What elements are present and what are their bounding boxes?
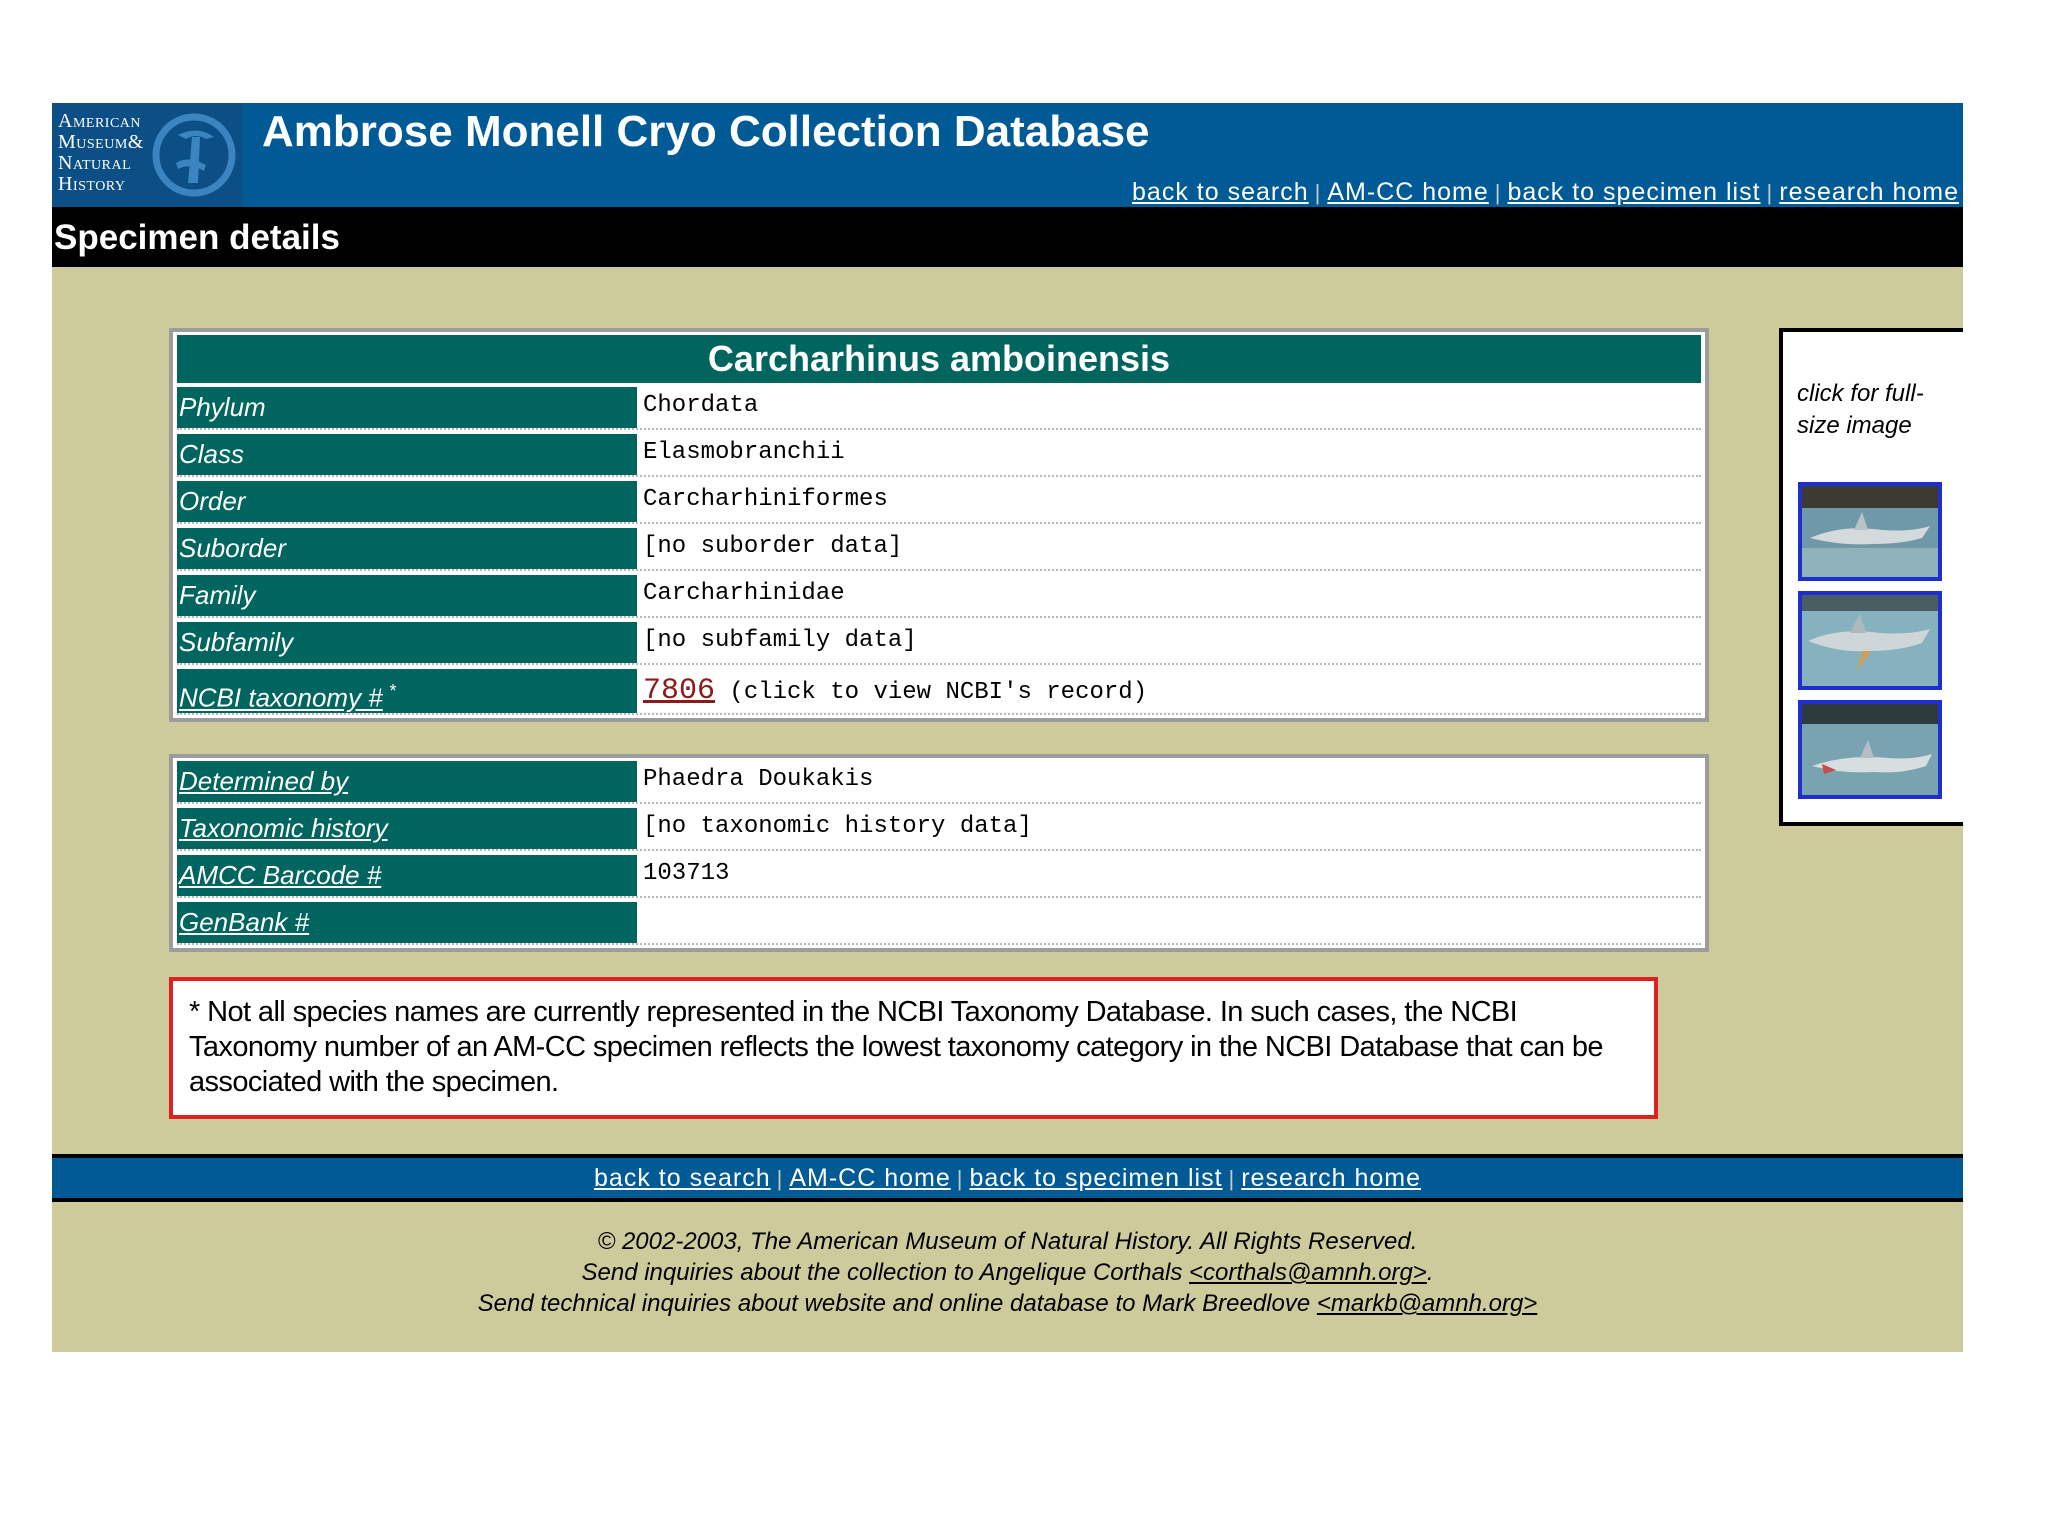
genbank-link[interactable]: GenBank #	[177, 902, 637, 943]
table-row	[177, 575, 1701, 618]
row-value	[637, 902, 1701, 943]
technical-inquiry-line	[52, 1288, 1963, 1319]
breedlove-email-link[interactable]: <markb@amnh.org>	[1316, 1290, 1538, 1317]
inquiry-text: Send inquiries about the collection to Angelique Corthals	[581, 1259, 1189, 1286]
logo-line: History	[58, 173, 126, 195]
row-value: Carcharhinidae	[643, 580, 845, 607]
nav-back-to-search[interactable]: back to search	[1132, 178, 1309, 206]
collection-inquiry-line	[52, 1257, 1963, 1288]
nav-separator: |	[776, 1166, 784, 1191]
content-area	[52, 267, 1963, 1154]
thumbnail-caption	[1797, 378, 1924, 442]
row-value: 103713	[643, 860, 730, 887]
page-title: Specimen details	[52, 207, 1963, 267]
footnote-star: *	[388, 681, 396, 701]
caption-line: size image	[1797, 412, 1912, 439]
row-label: Phylum	[177, 387, 637, 428]
table-row	[177, 528, 1701, 571]
top-nav	[1132, 178, 1959, 207]
ncbi-footnote: * Not all species names are currently represented in the NCBI Taxonomy Database. In such cases, the NCBI Taxonomy number of an AM-CC specimen reflects the lowest taxonomy category in the NCBI Database that can be associated with the specimen.	[169, 977, 1658, 1119]
thumbnail-panel	[1779, 328, 1963, 826]
amcc-barcode-link[interactable]: AMCC Barcode #	[177, 855, 637, 896]
nav-separator: |	[956, 1166, 964, 1191]
taxonomic-history-link[interactable]: Taxonomic history	[177, 808, 637, 849]
tech-inquiry-text: Send technical inquiries about website and online database to Mark Breedlove	[477, 1290, 1317, 1317]
specimen-info-table	[169, 754, 1709, 952]
shark-photo-icon	[1802, 486, 1938, 577]
logo-line: American	[58, 110, 142, 132]
ncbi-record-link[interactable]: 7806	[643, 674, 716, 708]
nav-separator: |	[1494, 180, 1502, 205]
logo-text	[58, 111, 144, 195]
logo-line: Museum&	[58, 131, 144, 153]
ncbi-label-cell	[177, 669, 637, 713]
determined-by-link[interactable]: Determined by	[177, 761, 637, 802]
row-value: Carcharhiniformes	[643, 486, 888, 513]
site-header	[52, 103, 1963, 207]
bottom-nav-research-home[interactable]: research home	[1241, 1164, 1421, 1192]
museum-emblem-icon	[148, 107, 240, 203]
site-footer	[52, 1202, 1963, 1352]
row-value: [no subfamily data]	[643, 627, 917, 654]
table-row	[177, 855, 1701, 898]
table-row-ncbi	[177, 669, 1701, 715]
row-label: Order	[177, 481, 637, 522]
row-label: Subfamily	[177, 622, 637, 663]
row-value: [no taxonomic history data]	[643, 813, 1032, 840]
ncbi-record-note: (click to view NCBI's record)	[729, 679, 1148, 706]
inquiry-suffix: .	[1426, 1259, 1434, 1286]
ncbi-value-cell	[637, 669, 1701, 713]
table-row	[177, 434, 1701, 477]
bottom-nav-back-to-search[interactable]: back to search	[594, 1164, 771, 1192]
row-value: [no suborder data]	[643, 533, 903, 560]
ncbi-taxonomy-link[interactable]: NCBI taxonomy #	[179, 682, 383, 713]
specimen-thumbnail-3[interactable]	[1798, 700, 1942, 799]
site-title: Ambrose Monell Cryo Collection Database	[262, 107, 1150, 156]
page	[52, 103, 1963, 1352]
amnh-logo[interactable]	[52, 103, 242, 207]
bottom-nav-amcc-home[interactable]: AM-CC home	[789, 1164, 951, 1192]
shark-photo-icon	[1802, 704, 1938, 795]
row-value: Elasmobranchii	[643, 439, 845, 466]
row-label: Family	[177, 575, 637, 616]
nav-separator: |	[1314, 180, 1322, 205]
nav-separator: |	[1766, 180, 1774, 205]
logo-line: Natural	[58, 152, 132, 174]
nav-separator: |	[1228, 1166, 1236, 1191]
nav-research-home[interactable]: research home	[1779, 178, 1959, 206]
nav-amcc-home[interactable]: AM-CC home	[1327, 178, 1489, 206]
row-value: Phaedra Doukakis	[643, 766, 874, 793]
row-label: Class	[177, 434, 637, 475]
row-label: Suborder	[177, 528, 637, 569]
row-value: Chordata	[643, 392, 759, 419]
bottom-nav	[52, 1154, 1963, 1202]
shark-photo-icon	[1802, 595, 1938, 686]
taxonomy-table	[169, 328, 1709, 722]
table-row	[177, 761, 1701, 804]
copyright-text: © 2002-2003, The American Museum of Natural History. All Rights Reserved.	[597, 1228, 1418, 1255]
table-row	[177, 622, 1701, 665]
specimen-thumbnail-2[interactable]	[1798, 591, 1942, 690]
species-name: Carcharhinus amboinensis	[177, 335, 1701, 383]
table-row	[177, 902, 1701, 945]
table-row	[177, 808, 1701, 851]
table-row	[177, 481, 1701, 524]
specimen-thumbnail-1[interactable]	[1798, 482, 1942, 581]
table-row	[177, 387, 1701, 430]
corthals-email-link[interactable]: <corthals@amnh.org>	[1189, 1259, 1427, 1286]
nav-back-to-specimen-list[interactable]: back to specimen list	[1507, 178, 1761, 206]
caption-line: click for full-	[1797, 380, 1924, 407]
bottom-nav-back-to-specimen-list[interactable]: back to specimen list	[969, 1164, 1223, 1192]
